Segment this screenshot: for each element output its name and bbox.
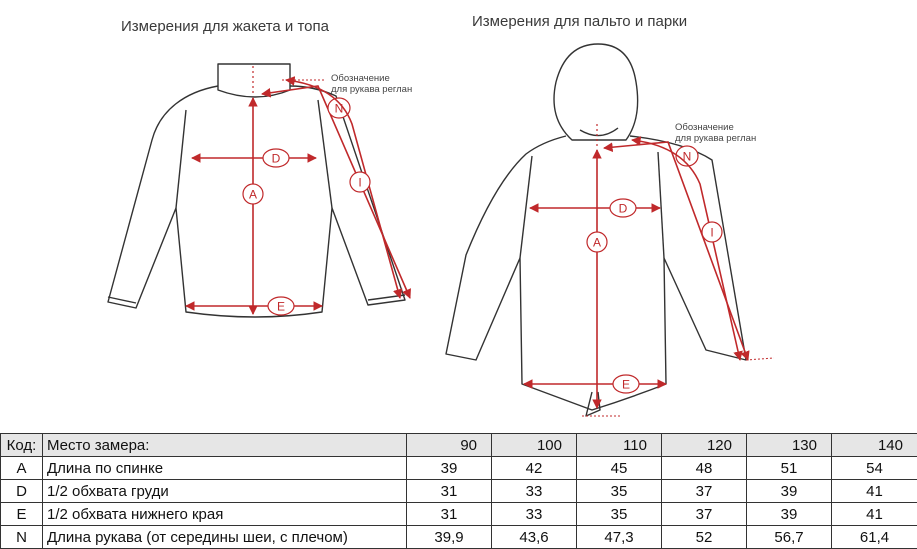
coat-measure-E [524, 375, 666, 393]
header-size: 130 [747, 434, 832, 457]
header-size: 120 [662, 434, 747, 457]
coat-measure-D [530, 199, 660, 217]
row-value: 48 [662, 457, 747, 480]
row-value: 39 [747, 480, 832, 503]
table-row [1, 480, 917, 503]
marker-N-label: N [683, 150, 692, 164]
row-value: 61,4 [832, 526, 917, 549]
row-value: 39 [407, 457, 492, 480]
header-place: Место замера: [43, 434, 407, 457]
raglan-note-line2: для рукава реглан [331, 84, 412, 95]
row-value: 33 [492, 503, 577, 526]
marker-D-label: D [619, 202, 628, 216]
raglan-note-line1: Обозначение [675, 122, 756, 133]
row-value: 54 [832, 457, 917, 480]
header-size: 110 [577, 434, 662, 457]
row-place: 1/2 обхвата нижнего края [43, 503, 407, 526]
row-value: 42 [492, 457, 577, 480]
jacket-measure-N [262, 80, 410, 298]
row-value: 35 [577, 503, 662, 526]
row-value: 51 [747, 457, 832, 480]
marker-I-label: I [710, 226, 713, 240]
row-value: 41 [832, 503, 917, 526]
coat-diagram-title: Измерения для пальто и парки [472, 13, 687, 30]
row-value: 31 [407, 480, 492, 503]
marker-A-label: A [593, 236, 601, 250]
jacket-measure-E [186, 297, 322, 315]
marker-E-label: E [622, 378, 630, 392]
raglan-note-line1: Обозначение [331, 73, 412, 84]
size-table [0, 433, 917, 549]
marker-E-label: E [277, 300, 285, 314]
row-value: 41 [832, 480, 917, 503]
row-value: 45 [577, 457, 662, 480]
row-code: D [1, 480, 43, 503]
row-value: 43,6 [492, 526, 577, 549]
row-value: 31 [407, 503, 492, 526]
row-place: 1/2 обхвата груди [43, 480, 407, 503]
row-place: Длина по спинке [43, 457, 407, 480]
marker-I-label: I [358, 176, 361, 190]
row-place: Длина рукава (от середины шеи, с плечом) [43, 526, 407, 549]
marker-D-label: D [272, 152, 281, 166]
row-value: 35 [577, 480, 662, 503]
coat-measure-I [632, 140, 740, 360]
row-value: 39,9 [407, 526, 492, 549]
row-value: 39 [747, 503, 832, 526]
table-row [1, 503, 917, 526]
table-row [1, 457, 917, 480]
marker-A-label: A [249, 188, 257, 202]
row-value: 52 [662, 526, 747, 549]
marker-N-label: N [335, 102, 344, 116]
row-value: 47,3 [577, 526, 662, 549]
row-value: 33 [492, 480, 577, 503]
header-size: 140 [832, 434, 917, 457]
raglan-note-line2: для рукава реглан [675, 133, 756, 144]
row-code: N [1, 526, 43, 549]
jacket-measure-A [243, 98, 263, 314]
header-code: Код: [1, 434, 43, 457]
header-size: 100 [492, 434, 577, 457]
table-header-row [1, 434, 917, 457]
row-code: E [1, 503, 43, 526]
row-code: A [1, 457, 43, 480]
coat-measure-N [604, 142, 748, 360]
row-value: 37 [662, 480, 747, 503]
header-size: 90 [407, 434, 492, 457]
coat-measure-A [587, 150, 607, 408]
jacket-measure-D [192, 149, 316, 167]
table-row [1, 526, 917, 549]
jacket-diagram-title: Измерения для жакета и топа [121, 18, 329, 35]
row-value: 37 [662, 503, 747, 526]
row-value: 56,7 [747, 526, 832, 549]
